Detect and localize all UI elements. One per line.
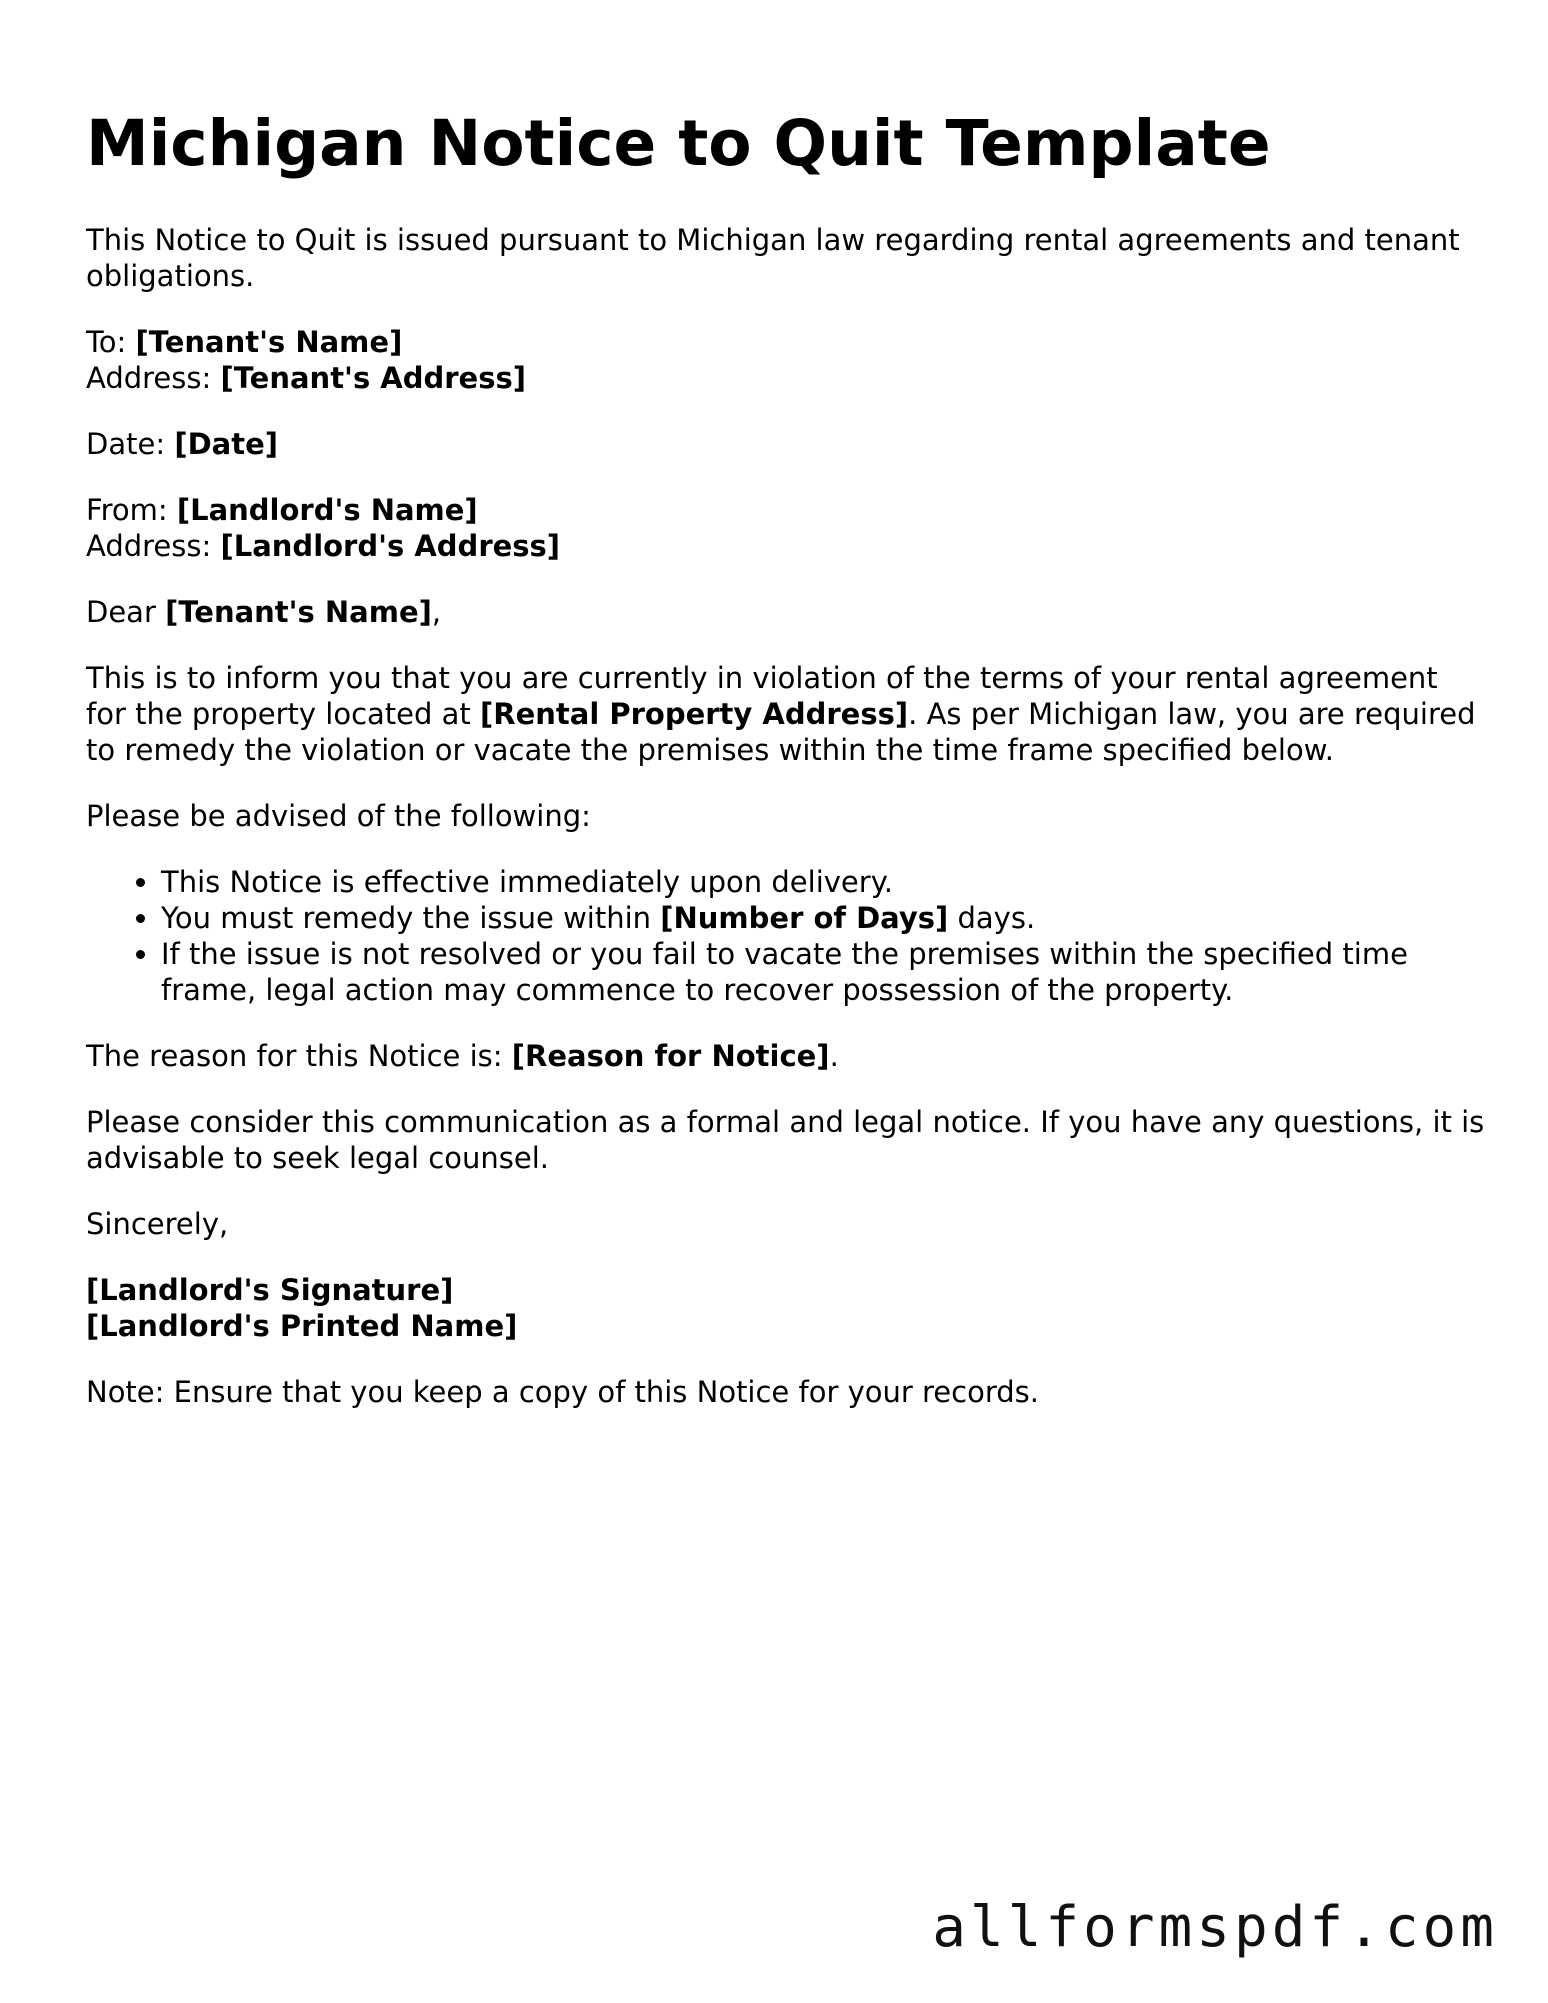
to-label: To: <box>86 325 136 359</box>
advised-paragraph: Please be advised of the following: <box>86 799 591 833</box>
list-item <box>161 900 1486 936</box>
terms-list <box>86 864 1486 1008</box>
intro-paragraph: This Notice to Quit is issued pursuant to Michigan law regarding rental agreements and tenant obligations. <box>86 223 1460 293</box>
page-title: Michigan Notice to Quit Template <box>86 107 1271 180</box>
sender-block <box>86 492 1486 564</box>
salutation <box>86 594 1486 630</box>
list-item: • If the issue is not resolved or you fail to vacate the premises within the specified time frame, legal action may commence to recover possession of the property. <box>161 936 1486 1008</box>
violation-text-2: . As per Michigan law, you are required to remedy the violation or vacate the premises within the time frame specified below. <box>86 697 1476 767</box>
reason-paragraph <box>86 1038 1486 1074</box>
from-label: From: <box>86 493 177 527</box>
note-paragraph: Note: Ensure that you keep a copy of this Notice for your records. <box>86 1375 1039 1409</box>
reason-suffix: . <box>829 1039 839 1073</box>
violation-text-1: This is to inform you that you are currently in violation of the terms of your rental agreement for the property located at <box>86 661 1438 731</box>
salutation-tenant-name: [Tenant's Name] <box>165 595 432 629</box>
salutation-prefix: Dear <box>86 595 166 629</box>
consider-paragraph: Please consider this communication as a formal and legal notice. If you have any questions, it is advisable to seek legal counsel. <box>86 1105 1485 1175</box>
closing: Sincerely, <box>86 1207 229 1241</box>
signature-placeholder: [Landlord's Signature] <box>86 1273 454 1307</box>
date-placeholder: [Date] <box>174 427 278 461</box>
watermark-text: allformspdf.com <box>932 1895 1498 1960</box>
signature-block <box>86 1272 1486 1344</box>
number-of-days-placeholder: [Number of Days] <box>660 901 949 935</box>
landlord-name-placeholder: [Landlord's Name] <box>176 493 478 527</box>
printed-name-placeholder: [Landlord's Printed Name] <box>86 1309 518 1343</box>
violation-paragraph <box>86 660 1486 768</box>
document-body <box>86 222 1486 1440</box>
rental-property-address-placeholder: [Rental Property Address] <box>479 697 909 731</box>
from-address-label: Address: <box>86 529 221 563</box>
bullet2-suffix: days. <box>948 901 1036 935</box>
to-address-label: Address: <box>86 361 221 395</box>
bullet2-prefix: You must remedy the issue within <box>161 901 661 935</box>
recipient-block <box>86 324 1486 396</box>
tenant-name-placeholder: [Tenant's Name] <box>135 325 403 359</box>
date-label: Date: <box>86 427 175 461</box>
reason-placeholder: [Reason for Notice] <box>511 1039 830 1073</box>
date-line <box>86 426 1486 462</box>
landlord-address-placeholder: [Landlord's Address] <box>220 529 561 563</box>
salutation-suffix: , <box>431 595 442 629</box>
tenant-address-placeholder: [Tenant's Address] <box>220 361 527 395</box>
reason-prefix: The reason for this Notice is: <box>86 1039 512 1073</box>
list-item: • This Notice is effective immediately upon delivery. <box>161 864 1486 900</box>
